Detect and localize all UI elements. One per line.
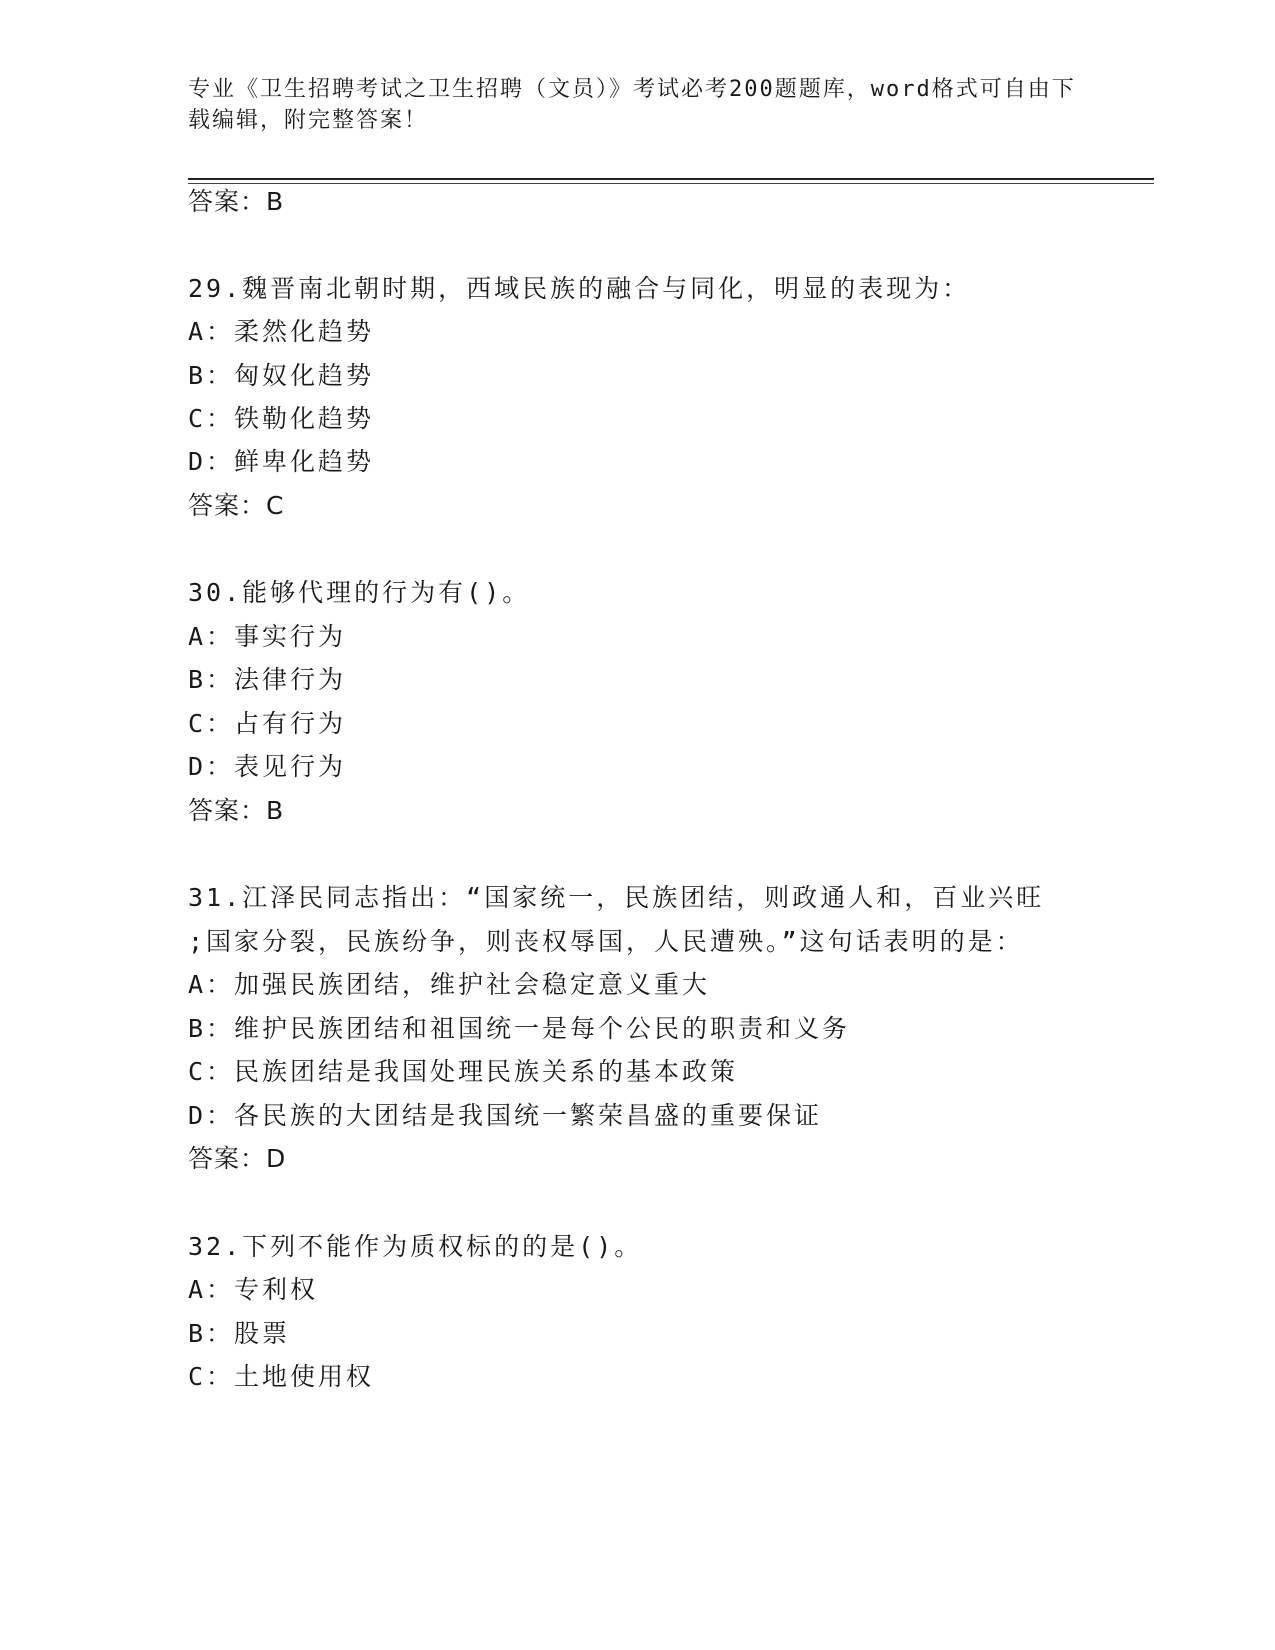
question-30-option-b: B：法律行为	[188, 665, 347, 694]
header-divider-thick	[188, 178, 1154, 180]
header-divider-thin	[188, 183, 1154, 184]
question-31-option-d: D：各民族的大团结是我国统一繁荣昌盛的重要保证	[188, 1101, 823, 1130]
question-29-stem: 29.魏晋南北朝时期，西域民族的融合与同化，明显的表现为：	[188, 274, 971, 303]
question-31-stem-line-2: ;国家分裂，民族纷争，则丧权辱国，人民遭殃。”这句话表明的是：	[188, 927, 1024, 956]
question-30-answer: 答案：B	[188, 796, 285, 825]
answer-previous: 答案：B	[188, 187, 285, 216]
question-29-option-c: C：铁勒化趋势	[188, 404, 375, 433]
question-30-option-c: C：占有行为	[188, 709, 347, 738]
question-30-stem: 30.能够代理的行为有()。	[188, 578, 531, 607]
question-29-option-a: A：柔然化趋势	[188, 317, 375, 346]
question-32-option-c: C：土地使用权	[188, 1362, 375, 1391]
question-31-option-c: C：民族团结是我国处理民族关系的基本政策	[188, 1057, 739, 1086]
question-31-option-a: A：加强民族团结，维护社会稳定意义重大	[188, 970, 711, 999]
question-32-option-b: B：股票	[188, 1319, 291, 1348]
question-29-option-b: B：匈奴化趋势	[188, 361, 375, 390]
question-32-stem: 32.下列不能作为质权标的的是()。	[188, 1232, 643, 1261]
question-32-option-a: A：专利权	[188, 1275, 319, 1304]
question-29-answer: 答案：C	[188, 491, 285, 520]
question-30-option-a: A：事实行为	[188, 622, 347, 651]
question-31-stem-line-1: 31.江泽民同志指出：“国家统一，民族团结，则政通人和，百业兴旺	[188, 883, 1045, 912]
question-30-option-d: D：表见行为	[188, 752, 347, 781]
question-29-option-d: D：鲜卑化趋势	[188, 447, 375, 476]
question-31-option-b: B：维护民族团结和祖国统一是每个公民的职责和义务	[188, 1014, 851, 1043]
question-31-answer: 答案：D	[188, 1144, 287, 1173]
document-header: 专业《卫生招聘考试之卫生招聘（文员）》考试必考200题题库，word格式可自由下载编辑，附完整答案！	[188, 77, 1076, 133]
